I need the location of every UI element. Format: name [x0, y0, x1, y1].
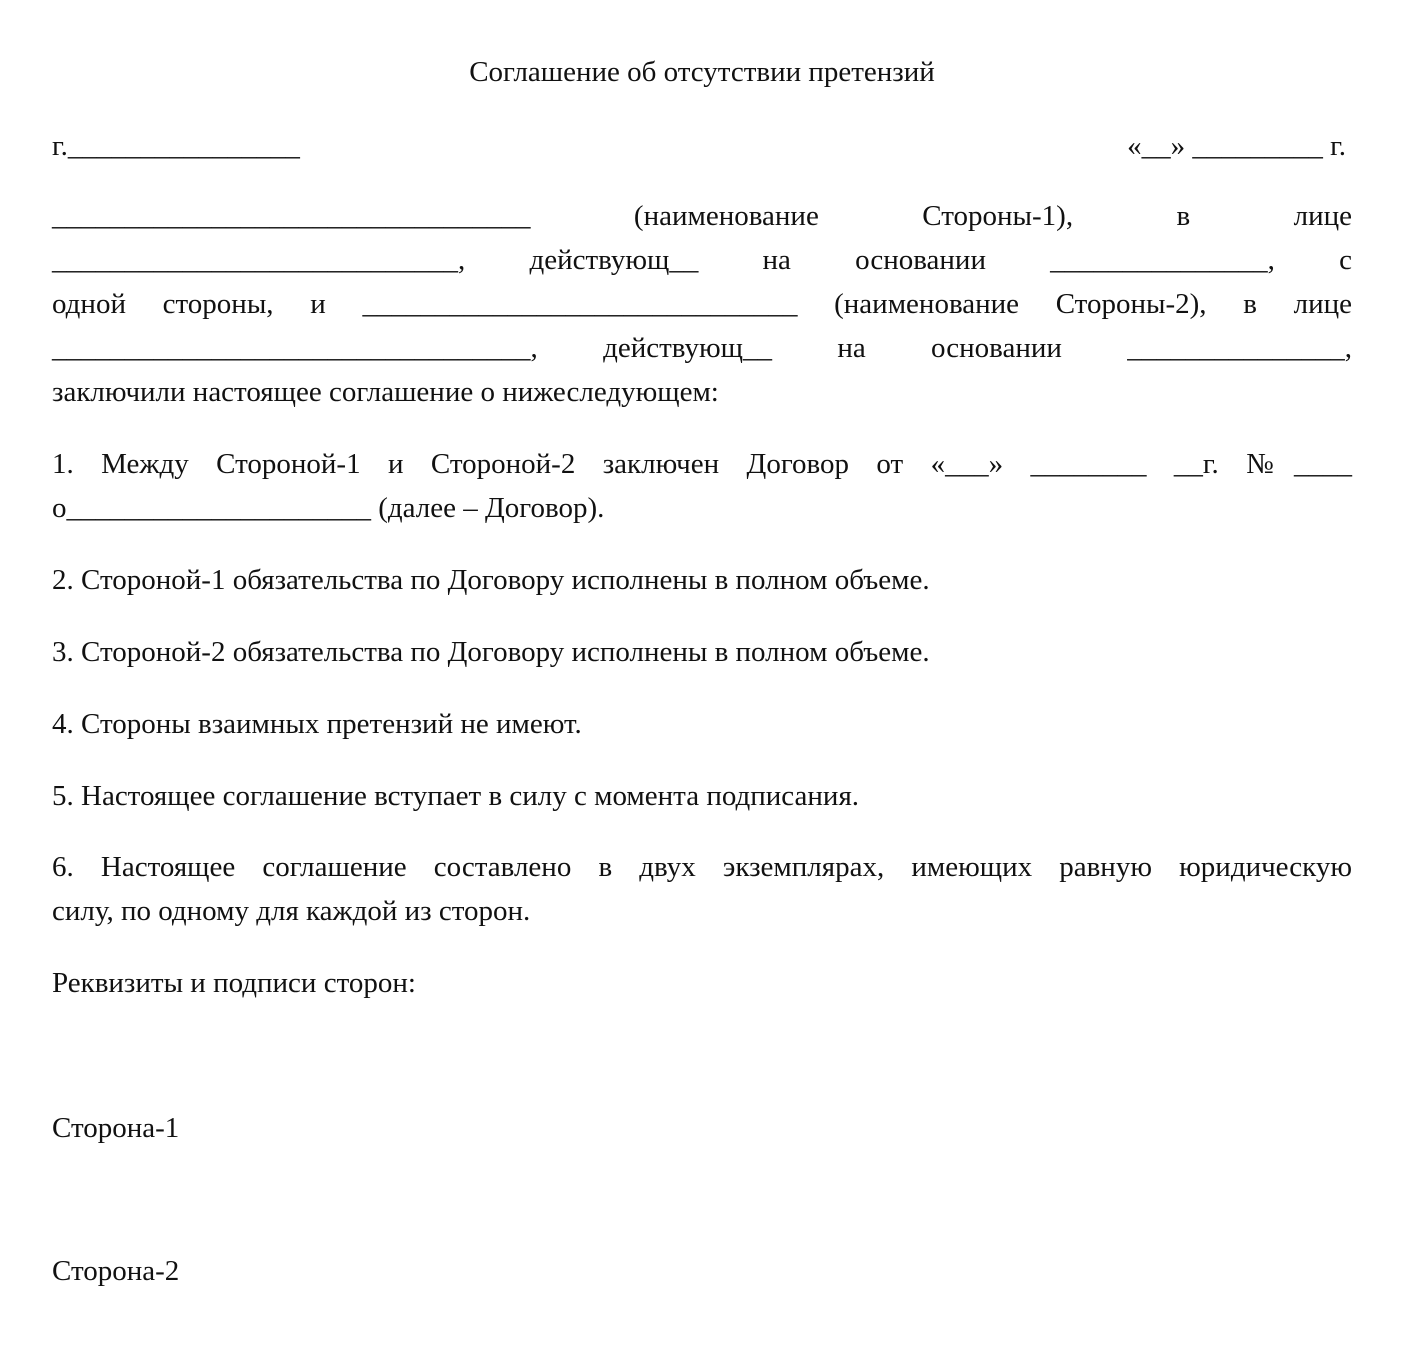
clause-3: 3. Стороной-2 обязательства по Договору исполнены в полном объеме. — [52, 636, 930, 668]
city-field: г.________________ — [52, 130, 300, 162]
party-1-label: Сторона-1 — [52, 1112, 180, 1144]
preamble-line-3: одной стороны, и ______________________________ (наименование Стороны-2), в лице — [52, 288, 1352, 320]
clause-4: 4. Стороны взаимных претензий не имеют. — [52, 708, 582, 740]
clause-1-line-1: 1. Между Стороной-1 и Стороной-2 заключен Договор от «___» ________ __г. №____ — [52, 448, 1352, 480]
clause-6-line-1: 6. Настоящее соглашение составлено в двух экземплярах, имеющих равную юридическую — [52, 851, 1352, 883]
date-field: «__» _________ г. — [1127, 130, 1346, 162]
clause-6-line-2: силу, по одному для каждой из сторон. — [52, 895, 531, 927]
preamble-line-1: _________________________________ (наименование Стороны-1), в лице — [52, 200, 1352, 232]
document-title: Соглашение об отсутствии претензий — [469, 56, 935, 88]
party-2-label: Сторона-2 — [52, 1255, 180, 1287]
preamble-line-5: заключили настоящее соглашение о нижеследующем: — [52, 376, 719, 408]
signatures-heading: Реквизиты и подписи сторон: — [52, 967, 416, 999]
preamble-line-4: _________________________________, действующ__ на основании _______________, — [52, 332, 1352, 364]
clause-2: 2. Стороной-1 обязательства по Договору исполнены в полном объеме. — [52, 564, 930, 596]
clause-5: 5. Настоящее соглашение вступает в силу с момента подписания. — [52, 780, 860, 812]
preamble-line-2: ____________________________, действующ__ на основании _______________, с — [52, 244, 1352, 276]
clause-1-line-2: о_____________________ (далее – Договор). — [52, 492, 605, 524]
